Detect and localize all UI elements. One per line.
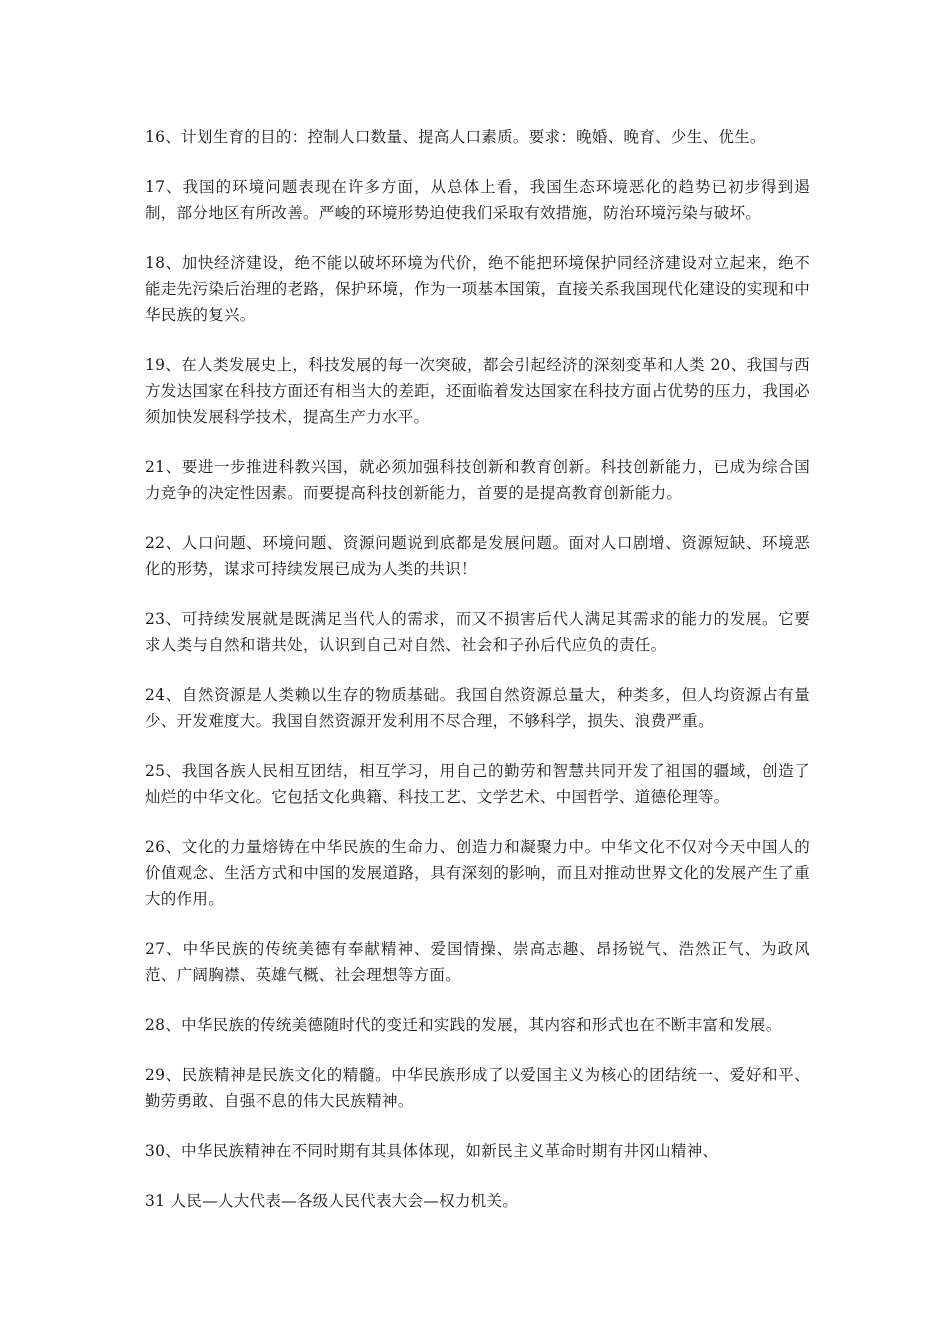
paragraph-21: 21、要进一步推进科教兴国，就必须加强科技创新和教育创新。科技创新能力，已成为综合国力竞争的决定性因素。而要提高科技创新能力，首要的是提高教育创新能力。 bbox=[145, 458, 810, 502]
paragraph-18: 18、加快经济建设，绝不能以破坏环境为代价，绝不能把环境保护同经济建设对立起来，绝不能走先污染后治理的老路，保护环境，作为一项基本国策，直接关系我国现代化建设的实现和中华民族的复兴。 bbox=[145, 254, 810, 324]
paragraph-27: 27、中华民族的传统美德有奉献精神、爱国情操、崇高志趣、昂扬锐气、浩然正气、为政风范、广阔胸襟、英雄气概、社会理想等方面。 bbox=[145, 940, 810, 984]
paragraph-26: 26、文化的力量熔铸在中华民族的生命力、创造力和凝聚力中。中华文化不仅对今天中国人的价值观念、生活方式和中国的发展道路，具有深刻的影响，而且对推动世界文化的发展产生了重大的作用。 bbox=[145, 838, 810, 908]
paragraph-22: 22、人口问题、环境问题、资源问题说到底都是发展问题。面对人口剧增、资源短缺、环境恶化的形势，谋求可持续发展已成为人类的共识！ bbox=[145, 534, 810, 578]
paragraph-31: 31 人民—人大代表—各级人民代表大会—权力机关。 bbox=[145, 1192, 519, 1210]
paragraph-29: 29、民族精神是民族文化的精髓。中华民族形成了以爱国主义为核心的团结统一、爱好和平、勤劳勇敢、自强不息的伟大民族精神。 bbox=[145, 1066, 810, 1110]
document-body bbox=[145, 124, 810, 1238]
paragraph-28: 28、中华民族的传统美德随时代的变迁和实践的发展，其内容和形式也在不断丰富和发展。 bbox=[145, 1016, 782, 1034]
paragraph-25: 25、我国各族人民相互团结，相互学习，用自己的勤劳和智慧共同开发了祖国的疆域，创造了灿烂的中华文化。它包括文化典籍、科技工艺、文学艺术、中国哲学、道德伦理等。 bbox=[145, 762, 810, 806]
paragraph-17: 17、我国的环境问题表现在许多方面，从总体上看，我国生态环境恶化的趋势已初步得到遏制，部分地区有所改善。严峻的环境形势迫使我们采取有效措施，防治环境污染与破坏。 bbox=[145, 178, 810, 222]
paragraph-16: 16、计划生育的目的：控制人口数量、提高人口素质。要求：晚婚、晚育、少生、优生。 bbox=[145, 128, 766, 146]
paragraph-24: 24、自然资源是人类赖以生存的物质基础。我国自然资源总量大，种类多，但人均资源占有量少、开发难度大。我国自然资源开发利用不尽合理，不够科学，损失、浪费严重。 bbox=[145, 686, 810, 730]
paragraph-19: 19、在人类发展史上，科技发展的每一次突破，都会引起经济的深刻变革和人类 20、我国与西方发达国家在科技方面还有相当大的差距，还面临着发达国家在科技方面占优势的压力，我国必须加快发展科学技术，提高生产力水平。 bbox=[145, 356, 810, 426]
paragraph-23: 23、可持续发展就是既满足当代人的需求，而又不损害后代人满足其需求的能力的发展。它要求人类与自然和谐共处，认识到自己对自然、社会和子孙后代应负的责任。 bbox=[145, 610, 810, 654]
paragraph-30: 30、中华民族精神在不同时期有其具体体现，如新民主义革命时期有井冈山精神、 bbox=[145, 1142, 719, 1160]
